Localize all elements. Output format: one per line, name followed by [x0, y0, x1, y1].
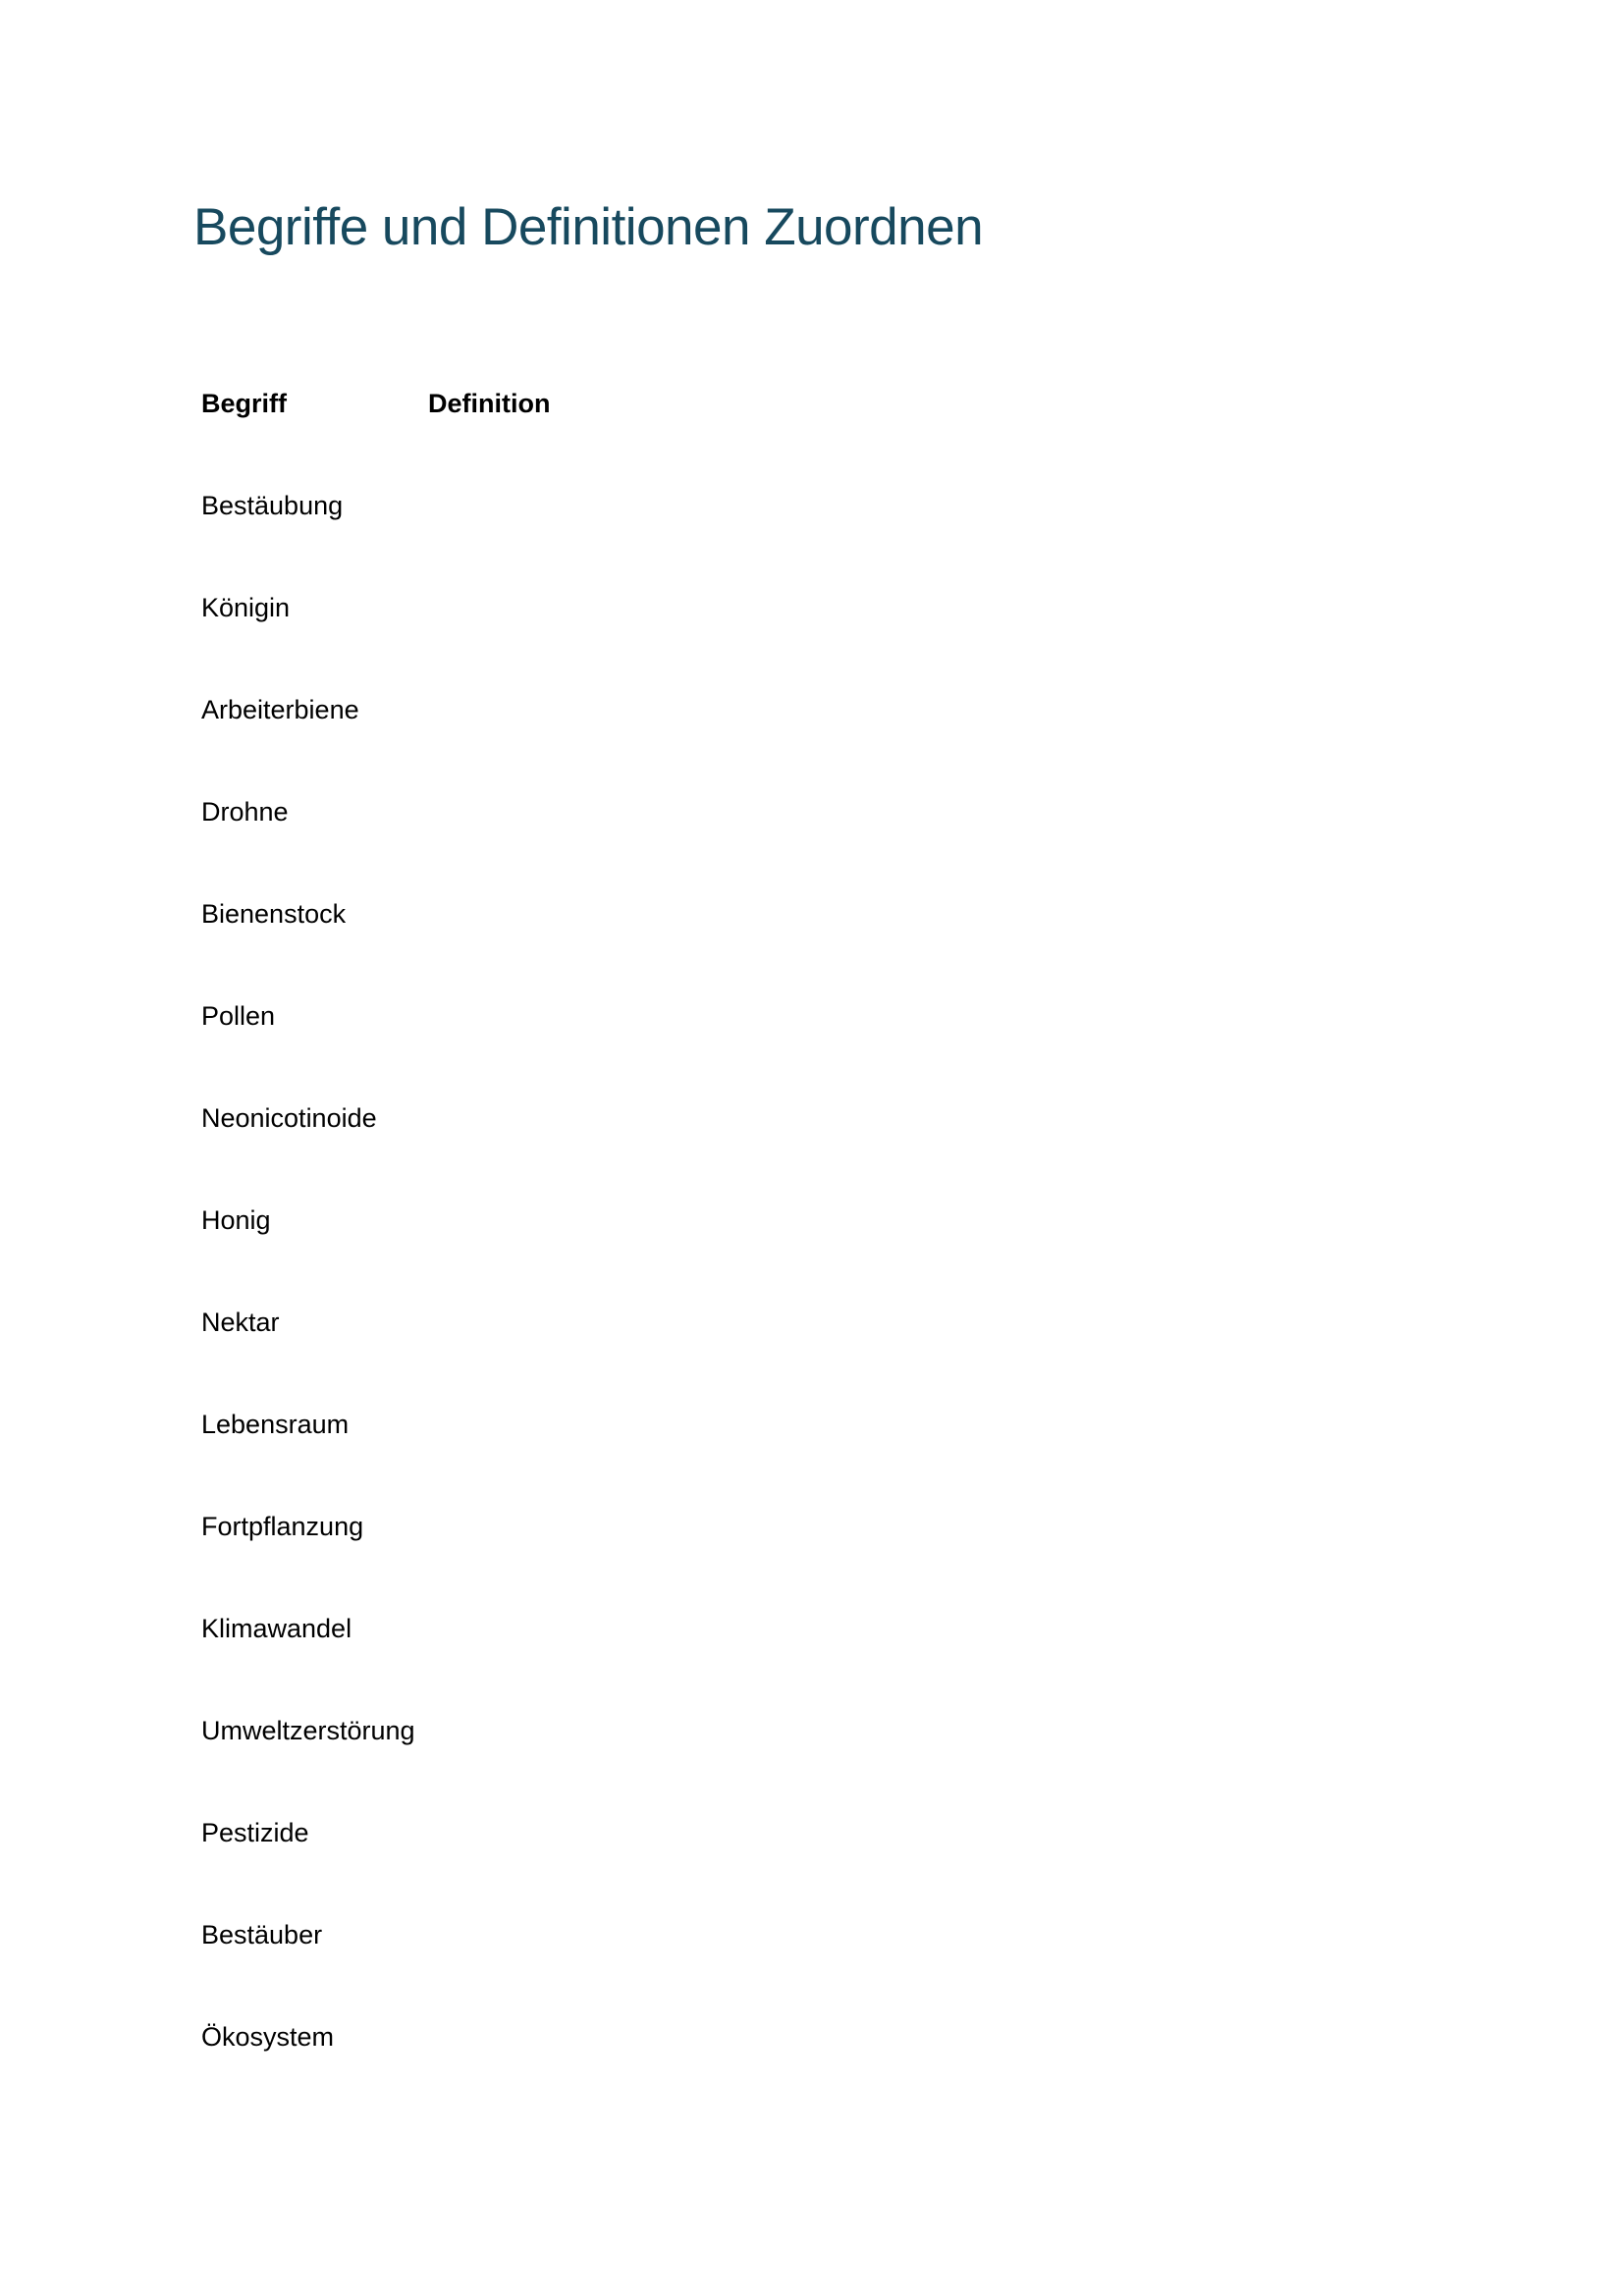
term-cell: Bienenstock — [201, 899, 347, 929]
definition-cell — [428, 788, 1214, 890]
definition-cell — [428, 2013, 1214, 2115]
term-cell: Arbeiterbiene — [201, 695, 359, 724]
table-row — [201, 1809, 1214, 1911]
definition-cell — [428, 1401, 1214, 1503]
table-row — [201, 1299, 1214, 1401]
table-row — [201, 1197, 1214, 1299]
table-row — [201, 584, 1214, 686]
table-row — [201, 1401, 1214, 1503]
table-row — [201, 1707, 1214, 1809]
term-cell: Bestäuber — [201, 1920, 323, 1949]
table-row — [201, 686, 1214, 788]
table-row — [201, 482, 1214, 584]
term-cell: Fortpflanzung — [201, 1512, 364, 1541]
matching-table — [201, 380, 1214, 2115]
definition-cell — [428, 686, 1214, 788]
table-row — [201, 2013, 1214, 2115]
column-header-definition: Definition — [428, 389, 551, 418]
table-row — [201, 992, 1214, 1095]
term-cell: Honig — [201, 1205, 271, 1235]
table-row — [201, 1503, 1214, 1605]
definition-cell — [428, 890, 1214, 992]
term-cell: Pollen — [201, 1001, 276, 1031]
table-row — [201, 1605, 1214, 1707]
table-row — [201, 788, 1214, 890]
term-cell: Neonicotinoide — [201, 1103, 377, 1133]
term-cell: Bestäubung — [201, 491, 344, 520]
table-row — [201, 1095, 1214, 1197]
definition-cell — [428, 1911, 1214, 2013]
table-row — [201, 890, 1214, 992]
term-cell: Pestizide — [201, 1818, 309, 1847]
definition-cell — [428, 1809, 1214, 1911]
term-cell: Ökosystem — [201, 2022, 335, 2052]
definition-cell — [428, 482, 1214, 584]
definition-cell — [428, 992, 1214, 1095]
page-title: Begriffe und Definitionen Zuordnen — [193, 198, 984, 256]
definition-cell — [428, 1197, 1214, 1299]
term-cell: Klimawandel — [201, 1614, 352, 1643]
column-header-term: Begriff — [201, 389, 287, 418]
definition-cell — [428, 1503, 1214, 1605]
definition-cell — [428, 1605, 1214, 1707]
definition-cell — [428, 1707, 1214, 1809]
term-cell: Nektar — [201, 1308, 280, 1337]
table-header-row — [201, 380, 1214, 482]
definition-cell — [428, 1095, 1214, 1197]
term-cell: Umweltzerstörung — [201, 1716, 415, 1745]
term-cell: Königin — [201, 593, 291, 622]
definition-cell — [428, 584, 1214, 686]
term-cell: Lebensraum — [201, 1410, 350, 1439]
term-cell: Drohne — [201, 797, 289, 827]
table-row — [201, 1911, 1214, 2013]
table-body — [201, 482, 1214, 2115]
definition-cell — [428, 1299, 1214, 1401]
